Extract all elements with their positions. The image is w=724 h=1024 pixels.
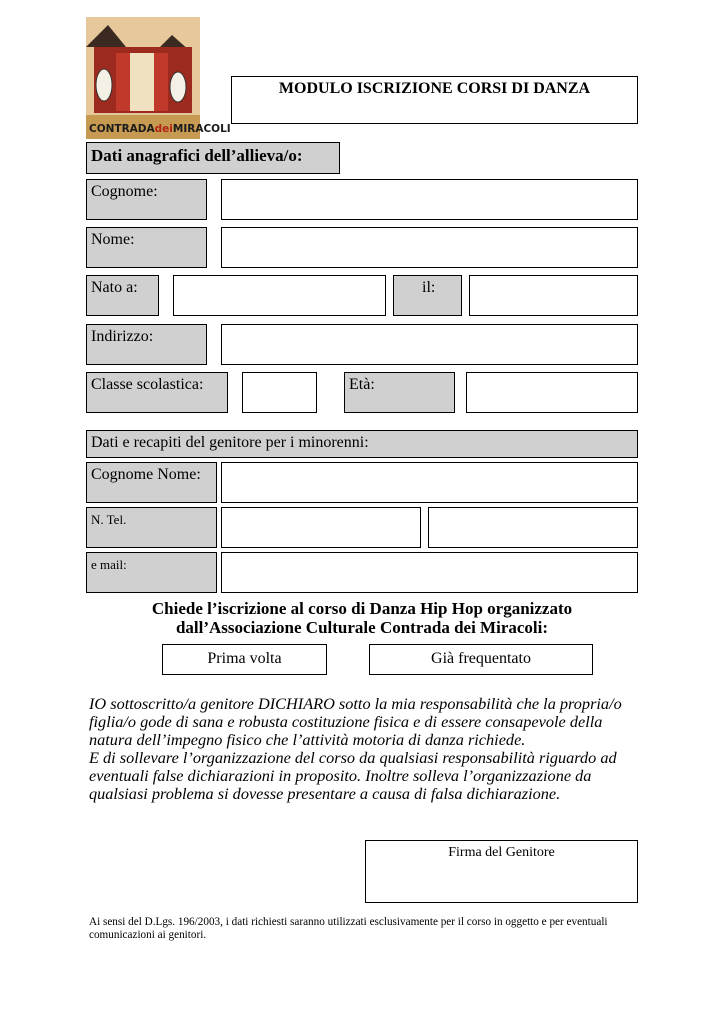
- parent-fullname-field[interactable]: [221, 462, 638, 503]
- age-label: Età:: [344, 372, 455, 413]
- birthplace-label: Nato a:: [86, 275, 159, 316]
- address-label: Indirizzo:: [86, 324, 207, 365]
- student-section-heading: Dati anagrafici dell’allieva/o:: [86, 142, 340, 174]
- form-title: MODULO ISCRIZIONE CORSI DI DANZA: [231, 76, 638, 124]
- declaration-paragraph-1: IO sottoscritto/a genitore DICHIARO sotto la mia responsabilità che la propria/o figlia/o gode di sana e robusta costituzione fisica e di essere consapevole della natura dell’impegno fisico che l’attività motoria di danza richiede.: [89, 694, 622, 749]
- phone-label: N. Tel.: [86, 507, 217, 548]
- request-line-1: Chiede l’iscrizione al corso di Danza Hip Hop organizzato: [151, 599, 573, 618]
- age-field[interactable]: [466, 372, 638, 413]
- parent-section-heading: Dati e recapiti del genitore per i minorenni:: [86, 430, 638, 458]
- parent-fullname-label: Cognome Nome:: [86, 462, 217, 503]
- privacy-note: Ai sensi del D.Lgs. 196/2003, i dati richiesti saranno utilizzati esclusivamente per il corso in oggetto e per eventuali comunicazioni ai genitori.: [89, 916, 608, 941]
- request-line-2: dall’Associazione Culturale Contrada dei Miracoli:: [175, 618, 549, 637]
- name-label: Nome:: [86, 227, 207, 268]
- contrada-dei-miracoli-logo: [86, 17, 231, 139]
- surname-label: Cognome:: [86, 179, 207, 220]
- option-returning[interactable]: Già frequentato: [369, 644, 593, 675]
- course-request: [86, 599, 638, 637]
- option-first-time[interactable]: Prima volta: [162, 644, 327, 675]
- parent-declaration: [89, 695, 649, 803]
- logo-text-dei: dei: [154, 123, 173, 135]
- email-field[interactable]: [221, 552, 638, 593]
- declaration-paragraph-2: E di sollevare l’organizzazione del corso da qualsiasi responsabilità riguardo ad eventuali false dichiarazioni in proposito. Inoltre solleva l’organizzazione da qualsiasi problema si dovesse presentare a causa di falsa dichiarazione.: [89, 748, 617, 803]
- email-label: e mail:: [86, 552, 217, 593]
- class-field[interactable]: [242, 372, 317, 413]
- signature-box[interactable]: Firma del Genitore: [365, 840, 638, 903]
- phone-field-1[interactable]: [221, 507, 421, 548]
- name-field[interactable]: [221, 227, 638, 268]
- birthplace-field[interactable]: [173, 275, 386, 316]
- address-field[interactable]: [221, 324, 638, 365]
- birthdate-label: il:: [393, 275, 462, 316]
- surname-field[interactable]: [221, 179, 638, 220]
- svg-text:CONTRADAdeiMIRACOLI: [89, 123, 231, 135]
- class-label: Classe scolastica:: [86, 372, 228, 413]
- logo-text-contrada: CONTRADA: [89, 123, 155, 135]
- birthdate-field[interactable]: [469, 275, 638, 316]
- phone-field-2[interactable]: [428, 507, 638, 548]
- logo-text-miracoli: MIRACOLI: [172, 123, 231, 135]
